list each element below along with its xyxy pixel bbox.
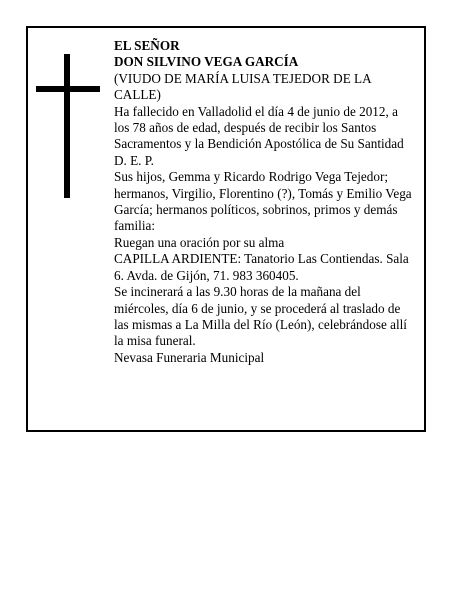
prayer-request: Ruegan una oración por su alma — [114, 234, 285, 250]
family-list: Sus hijos, Gemma y Ricardo Rodrigo Vega Tejedor; hermanos, Virgilio, Florentino (?), Tomás y Emilio Vega García; hermanos políticos, sobrinos, primos y demás familia: — [114, 169, 412, 234]
chapel-info: CAPILLA ARDIENTE: Tanatorio Las Contiendas. Sala 6. Avda. de Gijón, 71. 983 360405. — [114, 251, 409, 283]
cross-vertical-bar — [64, 54, 70, 198]
rip-line: D. E. P. — [114, 152, 154, 168]
deceased-name: DON SILVINO VEGA GARCÍA — [114, 54, 299, 70]
funeral-home: Nevasa Funeraria Municipal — [114, 349, 265, 365]
cremation-info: Se incinerará a las 9.30 horas de la mañana del miércoles, día 6 de junio, y se procederá al traslado de las mismas a La Milla del Río (León), celebrándose allí la misa funeral. — [114, 284, 407, 349]
death-announcement: Ha fallecido en Valladolid el día 4 de junio de 2012, a los 78 años de edad, después de recibir los Santos Sacramentos y la Bendición Apostólica de Su Santidad — [114, 103, 404, 152]
latin-cross-icon — [36, 54, 100, 198]
heading-title: EL SEÑOR — [114, 38, 180, 53]
obituary-text — [114, 38, 414, 366]
cross-horizontal-bar — [36, 86, 100, 92]
widow-of-line: (VIUDO DE MARÍA LUISA TEJEDOR DE LA CALLE) — [114, 70, 371, 103]
